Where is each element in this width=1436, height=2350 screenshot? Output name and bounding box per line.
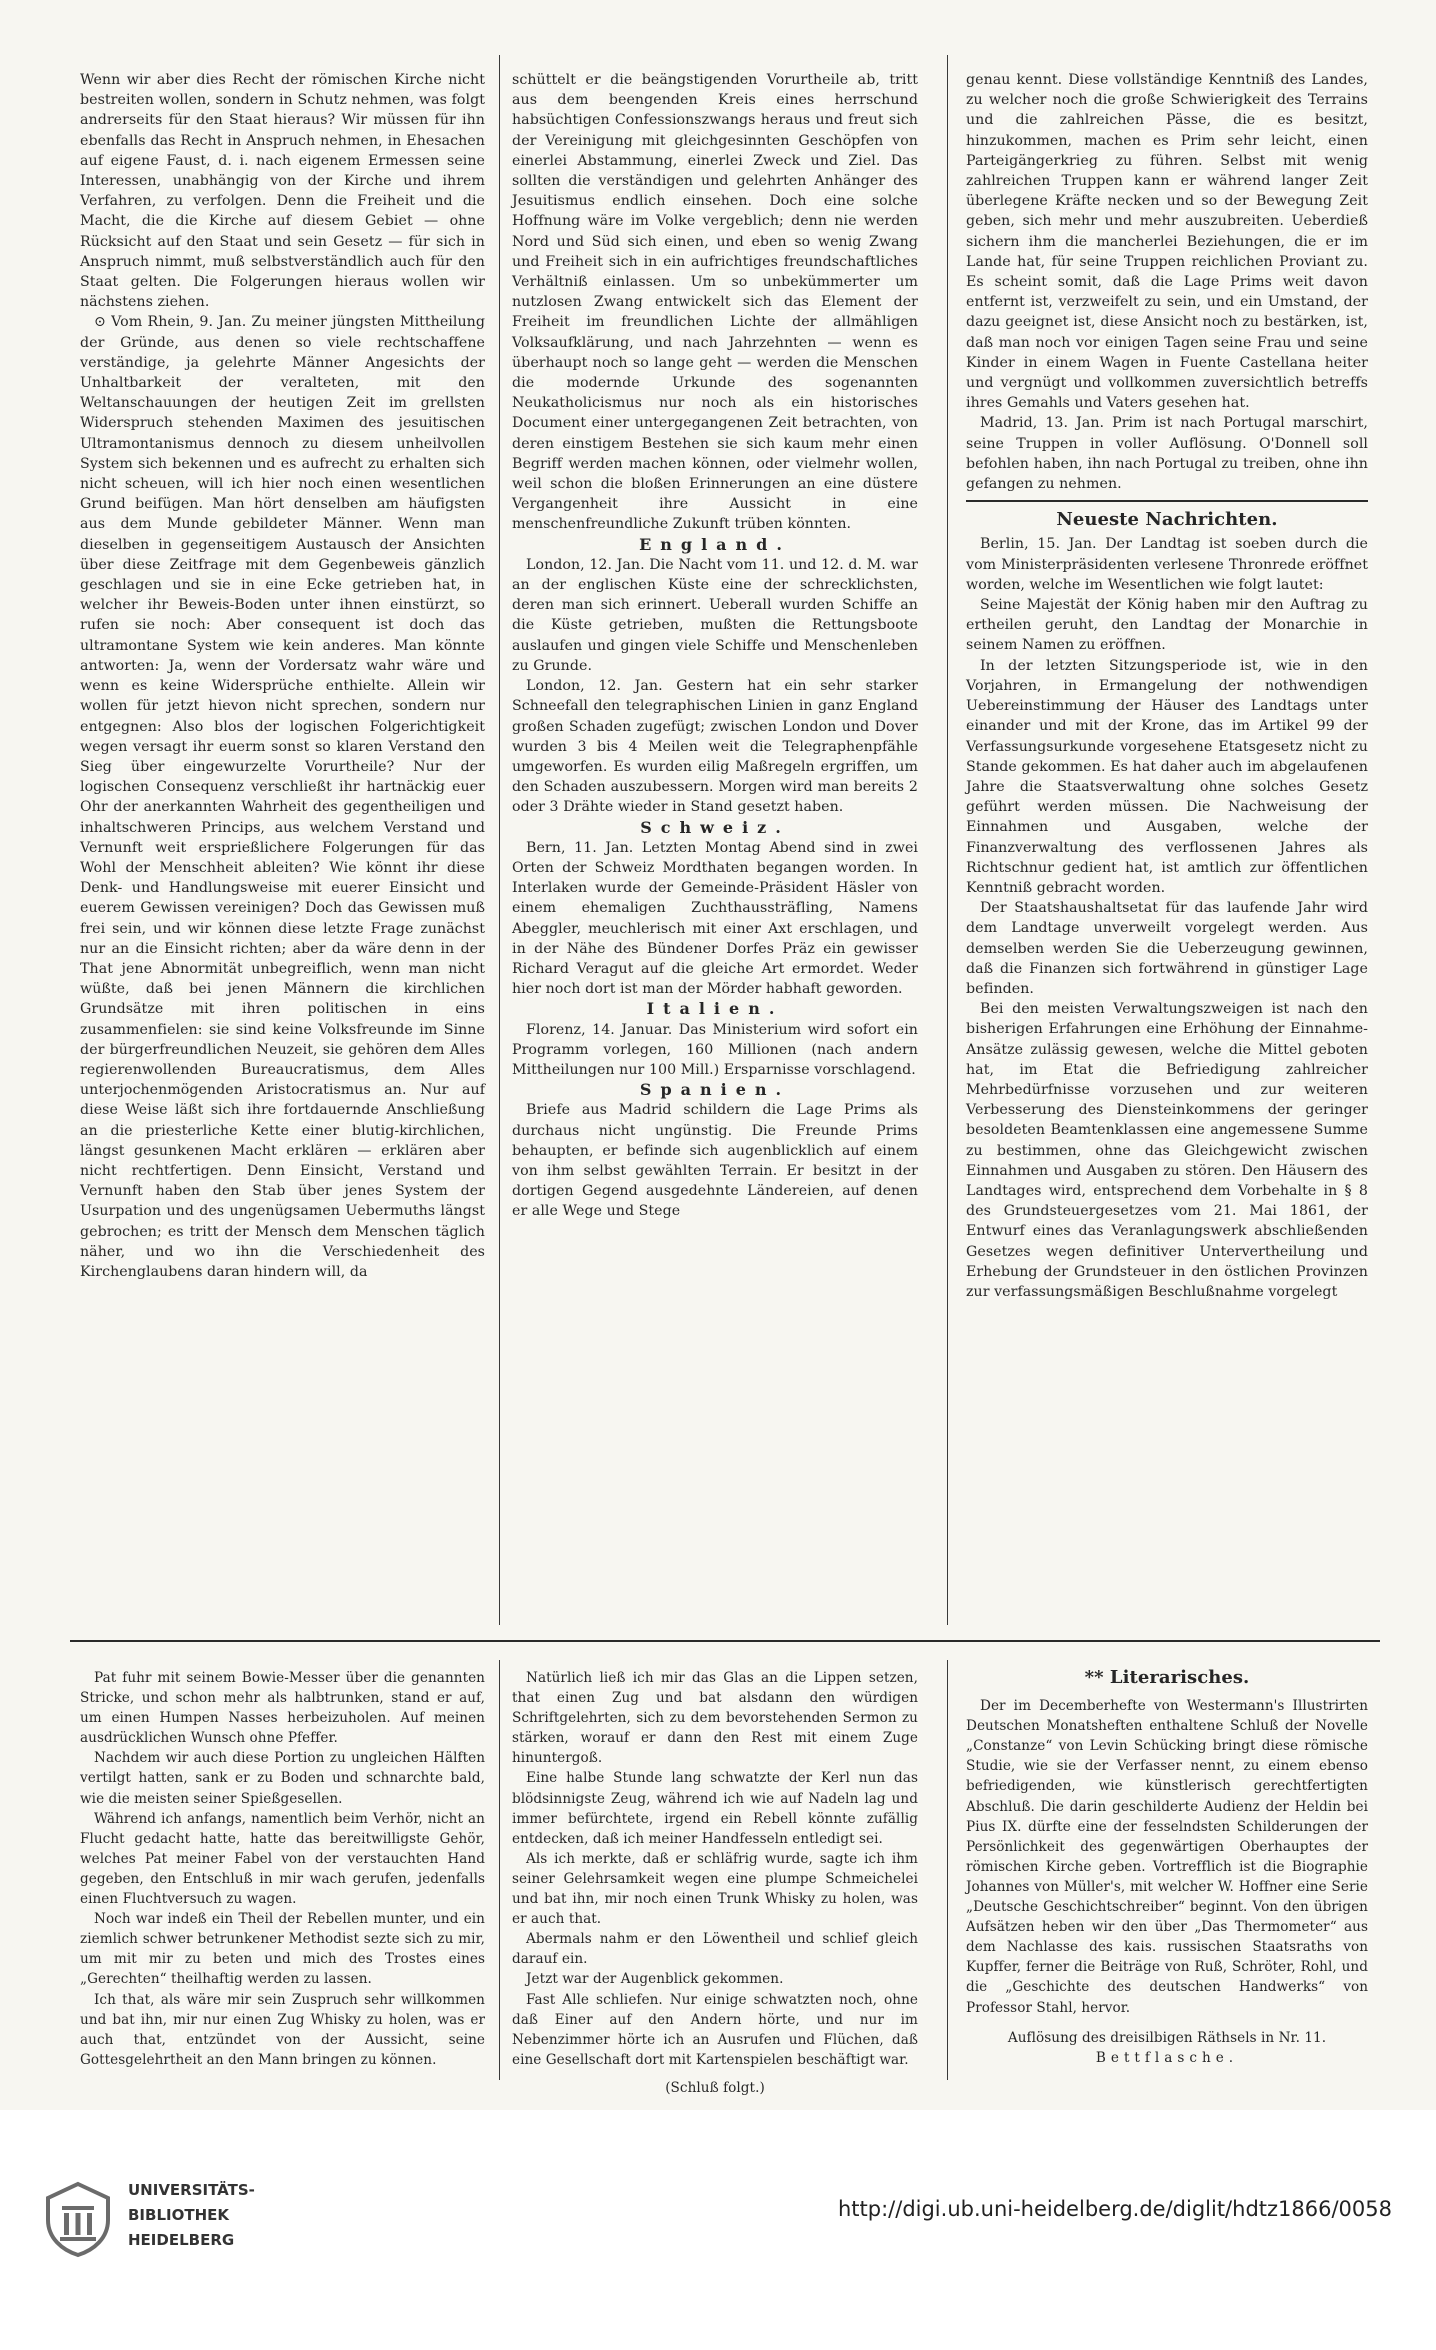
- feuilleton-paragraph: Natürlich ließ ich mir das Glas an die Lippen setzen, that einen Zug und bat alsdann den würdigen Schriftgelehrten, sich zu dem bevorstehenden Sermon zu stärken, worauf er dann den Rest mit einem Zuge hinuntergoß.: [512, 1670, 918, 1767]
- article-paragraph: Wenn wir aber dies Recht der römischen Kirche nicht bestreiten wollen, sondern in Schutz nehmen, was folgt andrerseits für den Staat hieraus? Wir müssen für ihn ebenfalls das Recht in Anspruch nehmen, in Ehesachen auf eigene Faust, d. i. nach eigenem Ermessen seine Interessen, unabhängig von der Kirche und ihrem Verfahren, zu verfolgen. Denn die Freiheit und die Macht, die die Kirche auf diesem Gebiet — ohne Rücksicht auf den Staat und sein Gesetz — für sich in Anspruch nimmt, muß selbstverständlich auch für den Staat gelten. Die Folgerungen hieraus wollen wir nächstens ziehen.: [80, 72, 485, 311]
- document-url-link[interactable]: http://digi.ub.uni-heidelberg.de/diglit/hdtz1866/0058: [837, 2197, 1392, 2221]
- article-london-2: London, 12. Jan. Gestern hat ein sehr starker Schneefall den telegraphischen Linien in ganz England großen Schaden zugefügt; zwischen London und Dover wurden 3 bis 4 Meilen weit die Telegraphenpfähle umgeworfen. Es wurden eilig Maßregeln ergriffen, um den Schaden auszubessern. Morgen wird man bereits 2 oder 3 Drähte wieder in Stand gesetzt haben.: [512, 678, 918, 816]
- feuilleton-column-2: [512, 1668, 918, 2098]
- thronrede-paragraph: Bei den meisten Verwaltungszweigen ist nach den bisherigen Erfahrungen eine Erhöhung der Einnahme-Ansätze zulässig gewesen, welche die Mittel geboten hat, im Etat die Befriedigung zahlreicher Mehrbedürfnisse vorzusehen und zur weiteren Verbesserung des Diensteinkommens der geringer besoldeten Beamtenklassen eine angemessene Summe zu bestimmen, ohne das Gleichgewicht zwischen Einnahmen und Ausgaben zu stören. Den Häusern des Landtages wird, entsprechend dem Vorbehalte in § 8 des Grundsteuergesetzes vom 21. Mai 1861, der Entwurf eines das Veranlagungswerk abschließenden Gesetzes wegen definitiver Untervertheilung und Erhebung der Grundsteuer in den östlichen Provinzen zur verfassungsmäßigen Beschlußnahme vorgelegt: [966, 1001, 1368, 1300]
- article-vom-rhein: ⊙ Vom Rhein, 9. Jan. Zu meiner jüngsten Mittheilung der Gründe, aus denen so viele rechtschaffene verständige, ja gelehrte Männer Angesichts der Unhaltbarkeit der veralteten, mit den Weltanschauungen der heutigen Zeit im grellsten Widerspruch stehenden Maximen des jesuitischen Ultramontanismus dennoch zu diesem unheilvollen System sich bekennen und es aufrecht zu erhalten sich nicht scheuen, will ich hier noch einen wesentlichen Grund beifügen. Man hört denselben am häufigsten aus dem Munde gebildeter Männer. Wenn man dieselben in gegenseitigem Austausch der Ansichten über diese Zeitfrage mit dem Gegenbeweis gänzlich geschlagen und sie in eine Ecke getrieben hat, in welcher ihr Beweis-Boden unter ihnen einstürzt, so rufen sie noch: Aber consequent ist doch das ultramontane System wie kein anderes. Man könnte antworten: Ja, wenn der Vordersatz wahr wäre und wenn es keine Widersprüche enthielte. Allein wir wollen für jetzt hievon nicht sprechen, sondern nur entgegnen: Also blos der logischen Folgerichtigkeit wegen versagt ihr euerm sonst so klaren Verstand den Sieg über eingewurzelte Vorurtheile? Nur der logischen Consequenz verschließt ihr hartnäckig euer Ohr der anerkannten Wahrheit des gegentheiligen und inhaltschweren Princips, aus welchem Verstand und Vernunft weit ersprießlichere Folgerungen für das Wohl der Menschheit ableiten? Wie könnt ihr diese Denk- und Handlungsweise mit euerer Einsicht und euerem Gewissen vereinigen? Doch das Gewissen muß frei sein, und wir können diese letzte Frage zunächst nur an die Einsicht richten; aber da wäre denn in der That jene Abnormität unbegreiflich, wenn man nicht wüßte, daß bei jenen Männern die kirchlichen Grundsätze mit ihren politischen in eins zusammenfielen: sie sind keine Volksfreunde im Sinne der bürgerfreundlichen Neuzeit, sie gehören dem Alles regierenwollenden Bureaucratismus, dem Alles unterjochenmögenden Aristocratismus an. Nur auf diese Weise läßt sich ihre fortdauernde Anschließung an die priesterliche Kette einer blutig-kirchlichen, längst gesunkenen Macht erklären — erklären aber nicht rechtfertigen. Denn Einsicht, Verstand und Vernunft haben den Stab über jenes System der Usurpation und des ungenügsamen Uebermuths längst gebrochen; es tritt der Mensch dem Menschen täglich näher, und wo ihn die Verschiedenheit des Kirchenglaubens daran hindern will, da: [80, 314, 485, 1280]
- article-continuation: schüttelt er die beängstigenden Vorurtheile ab, tritt aus dem beengenden Kreis eines herrschund habsüchtigen Confessionszwangs heraus und freut sich der Vereinigung mit gleichgesinnten Geschöpfen von einerlei Abstammung, einerlei Zweck und Ziel. Das sollten die verständigen und gelehrten Anhänger des Jesuitismus endlich einsehen. Doch eine solche Hoffnung wäre im Volke vergeblich; denn nie werden Nord und Süd sich einen, und eben so wenig Zwang und Freiheit sich in ein aufrichtiges freundschaftliches Verhältniß einlassen. Um so unbekümmerter um nutzlosen Zwang entwickelt sich das Element der Freiheit im freundlichen Lichte der allmähligen Volksaufklärung, und nach Jahrzehnten — wenn es überhaupt noch so lange geht — werden die Menschen die modernde Urkunde des sogenannten Neukatholicismus nur noch als ein historisches Document einer untergegangenen Zeit betrachten, von deren einstigem Bestehen sie sich kaum mehr einen Begriff werden machen können, oder vielmehr wollen, weil schon die bloßen Erinnerungen an eine düstere Vergangenheit ihre Aussicht in eine menschenfreundliche Zukunft trüben könnten.: [512, 72, 918, 533]
- feuilleton-paragraph: Während ich anfangs, namentlich beim Verhör, nicht an Flucht gedacht hatte, hatte das bereitwilligste Gehör, welches Pat meiner Fabel von der verstauchten Hand gegeben, den Entschluß in mir wach gerufen, jedenfalls einen Fluchtversuch zu wagen.: [80, 1810, 485, 1908]
- riddle-answer: Bettflasche.: [1095, 2049, 1239, 2066]
- section-heading-italien: Italien.: [646, 999, 784, 1019]
- thronrede-paragraph: Der Staatshaushaltsetat für das laufende Jahr wird dem Landtage unverweilt vorgelegt werden. Aus demselben werden Sie die Ueberzeugung gewinnen, daß die Finanzen sich fortwährend in günstiger Lage befinden.: [966, 900, 1368, 997]
- feuilleton-paragraph: Ich that, als wäre mir sein Zuspruch sehr willkommen und bat ihn, mir nur einen Zug Whisky zu holen, was er auch that, entzündet von der Aussicht, seine Gottesgelehrtheit an den Mann bringen zu können.: [80, 1991, 485, 2068]
- library-name-line: UNIVERSITÄTS-: [128, 2181, 255, 2199]
- article-london-1: London, 12. Jan. Die Nacht vom 11. und 12. d. M. war an der englischen Küste eine der schrecklichsten, deren man sich erinnert. Ueberall wurden Schiffe an die Küste getrieben, mußten die Rettungsboote auslaufen und gingen viele Schiffe und Menschenleben zu Grunde.: [512, 556, 918, 674]
- section-heading-literarisches: ** Literarisches.: [1084, 1667, 1250, 1688]
- riddle-solution-line: Auflösung des dreisilbigen Räthsels in Nr. 11.: [1007, 2029, 1327, 2046]
- feuilleton-paragraph: Jetzt war der Augenblick gekommen.: [526, 1971, 784, 1988]
- feuilleton-divider: [70, 1640, 1380, 1642]
- thronrede-paragraph: Seine Majestät der König haben mir den Auftrag zu ertheilen geruht, den Landtag der Monarchie in seinem Namen zu eröffnen.: [966, 597, 1368, 654]
- section-heading-spanien: Spanien.: [639, 1080, 791, 1100]
- section-heading-schweiz: Schweiz.: [640, 817, 790, 837]
- article-continuation: genau kennt. Diese vollständige Kenntniß des Landes, zu welcher noch die große Schwierigkeit des Terrains und die zahlreichen Pässe, die es besitzt, hinzukommen, machen es Prim sehr leicht, einen Parteigängerkrieg zu führen. Selbst mit wenig zahlreichen Truppen kann er während langer Zeit überlegene Kräfte necken und so der Bewegung Zeit geben, sich mehr und mehr auszubreiten. Ueberdieß sichern ihm die mancherlei Beziehungen, die er im Lande hat, für seine Truppen reichlichen Proviant zu. Es scheint somit, daß die Lage Prims weit davon entfernt ist, verzweifelt zu sein, und ein Umstand, der dazu geeignet ist, diese Ansicht noch zu bestärken, ist, daß man noch vor einigen Tagen seine Frau und seine Kinder in einem Wagen in Fuente Castellana heiter und vergnügt und vollkommen zuversichtlich betreffs ihres Gemahls und Vaters gesehen hat.: [966, 72, 1368, 412]
- feuilleton-column-1: [80, 1668, 485, 2070]
- library-name-line: BIBLIOTHEK: [128, 2206, 229, 2224]
- feuilleton-paragraph: Noch war indeß ein Theil der Rebellen munter, und ein ziemlich schwer betrunkener Methodist sezte sich zu mir, um mit mir zu beten und mich des Trostes eines „Gerechten“ theilhaftig werden zu lassen.: [80, 1911, 485, 1988]
- feuilleton-paragraph: Eine halbe Stunde lang schwatzte der Kerl nun das blödsinnigste Zeug, während ich wie auf Nadeln lag und immer befürchtete, irgend ein Rebell könnte zufällig entdecken, daß ich meiner Handfesseln entledigt sei.: [512, 1770, 918, 1847]
- column-rule-1: [499, 55, 500, 1625]
- section-heading-neueste-nachrichten: Neueste Nachrichten.: [1056, 509, 1278, 531]
- column-rule-2: [947, 55, 948, 1625]
- column-3: [966, 70, 1368, 1302]
- section-heading-england: England.: [639, 534, 791, 554]
- article-madrid: Madrid, 13. Jan. Prim ist nach Portugal marschirt, seine Truppen in voller Auflösung. O'Donnell soll befohlen haben, ihn nach Portugal zu treiben, ohne ihn gefangen zu nehmen.: [966, 415, 1368, 493]
- literary-column: [966, 1668, 1368, 2068]
- feuilleton-rule-1: [499, 1660, 500, 2080]
- feuilleton-rule-2: [947, 1660, 948, 2080]
- column-1: [80, 70, 485, 1282]
- thronrede-paragraph: In der letzten Sitzungsperiode ist, wie in den Vorjahren, in Ermangelung der nothwendigen Uebereinstimmung der Häuser des Landtags unter einander und mit der Krone, das im Artikel 99 der Verfassungsurkunde vorgesehene Etatsgesetz nicht zu Stande gekommen. Es hat daher auch im abgelaufenen Jahre die Staatsverwaltung ohne solches Gesetz geführt werden müssen. Die Nachweisung der Einnahmen und Ausgaben, welche der Finanzverwaltung des verflossenen Jahres als Richtschnur gedient hat, ist amtlich zur öffentlichen Kenntniß gebracht worden.: [966, 657, 1368, 896]
- library-name[interactable]: [128, 2178, 338, 2253]
- article-florenz: Florenz, 14. Januar. Das Ministerium wird sofort ein Programm vorlegen, 160 Millionen (nach andern Mittheilungen nur 100 Mill.) Ersparnisse vorschlagend.: [512, 1021, 918, 1078]
- feuilleton-paragraph: Pat fuhr mit seinem Bowie-Messer über die genannten Stricke, und schon mehr als halbtrunken, stand er auf, um einen Humpen Nasses herbeizuholen. Auf meinen ausdrücklichen Wunsch ohne Pfeffer.: [80, 1670, 485, 1747]
- feuilleton-paragraph: Fast Alle schliefen. Nur einige schwatzten noch, ohne daß Einer auf den Andern hörte, und nur im Nebenzimmer hörte ich an Ausrufen und Flüchen, daß eine Gesellschaft dort mit Kartenspielen beschäftigt war.: [512, 1991, 918, 2068]
- article-bern: Bern, 11. Jan. Letzten Montag Abend sind in zwei Orten der Schweiz Mordthaten begangen worden. In Interlaken wurde der Gemeinde-Präsident Häsler von einem ehemaligen Zuchthaussträfling, Namens Abeggler, meuchlerisch mit einer Axt erschlagen, und in der Nähe des Bündener Dorfes Präz ein gewisser Richard Veragut auf die gleiche Art ermordet. Weder hier noch dort ist man der Mörder habhaft geworden.: [512, 839, 918, 998]
- library-name-line: HEIDELBERG: [128, 2231, 235, 2249]
- continuation-note: (Schluß folgt.): [665, 2079, 765, 2096]
- literary-review: Der im Decemberhefte von Westermann's Illustrirten Deutschen Monatsheften enthaltene Schluß der Novelle „Constanze“ von Levin Schücking bringt diese römische Studie, wie sie der Verfasser nennt, zu einem ebenso befriedigenden, wie künstlerisch gerechtfertigten Abschluß. Die darin geschilderte Audienz der Heldin bei Pius IX. dürfte eine der fesselndsten Schilderungen der Persönlichkeit des gegenwärtigen Oberhauptes der römischen Kirche geben. Vortrefflich ist die Biographie Johannes von Müller's, mit welcher W. Hoffner eine Serie „Deutsche Geschichtschreiber“ beginnt. Von den übrigen Aufsätzen heben wir den über „Das Thermometer“ aus dem Nachlasse des kais. russischen Staatsraths von Kupffer, ferner die Beiträge von Ruß, Schröter, Rohl, und die „Geschichte des deutschen Handwerks“ von Professor Stahl, hervor.: [966, 1698, 1368, 2016]
- news-separator: [966, 500, 1368, 502]
- column-2: [512, 70, 918, 1222]
- university-library-logo-icon[interactable]: [42, 2180, 114, 2258]
- feuilleton-paragraph: Nachdem wir auch diese Portion zu ungleichen Hälften vertilgt hatten, sank er zu Boden und schnarchte bald, wie die meisten seiner Spießgesellen.: [80, 1750, 485, 1807]
- article-spanien: Briefe aus Madrid schildern die Lage Prims als durchaus nicht ungünstig. Die Freunde Prims behaupten, er befinde sich augenblicklich auf einem von ihm selbst gewählten Terrain. Er besitzt in der dortigen Gegend ausgedehnte Ländereien, auf denen er alle Wege und Stege: [512, 1102, 918, 1220]
- article-berlin: Berlin, 15. Jan. Der Landtag ist soeben durch die vom Ministerpräsidenten verlesene Thronrede eröffnet worden, welche im Wesentlichen wie folgt lautet:: [966, 536, 1368, 593]
- feuilleton-paragraph: Als ich merkte, daß er schläfrig wurde, sagte ich ihm seiner Gelehrsamkeit wegen eine plumpe Schmeichelei und bat ihn, mir noch einen Trunk Whisky zu holen, was er auch that.: [512, 1850, 918, 1928]
- feuilleton-paragraph: Abermals nahm er den Löwentheil und schlief gleich darauf ein.: [512, 1931, 918, 1968]
